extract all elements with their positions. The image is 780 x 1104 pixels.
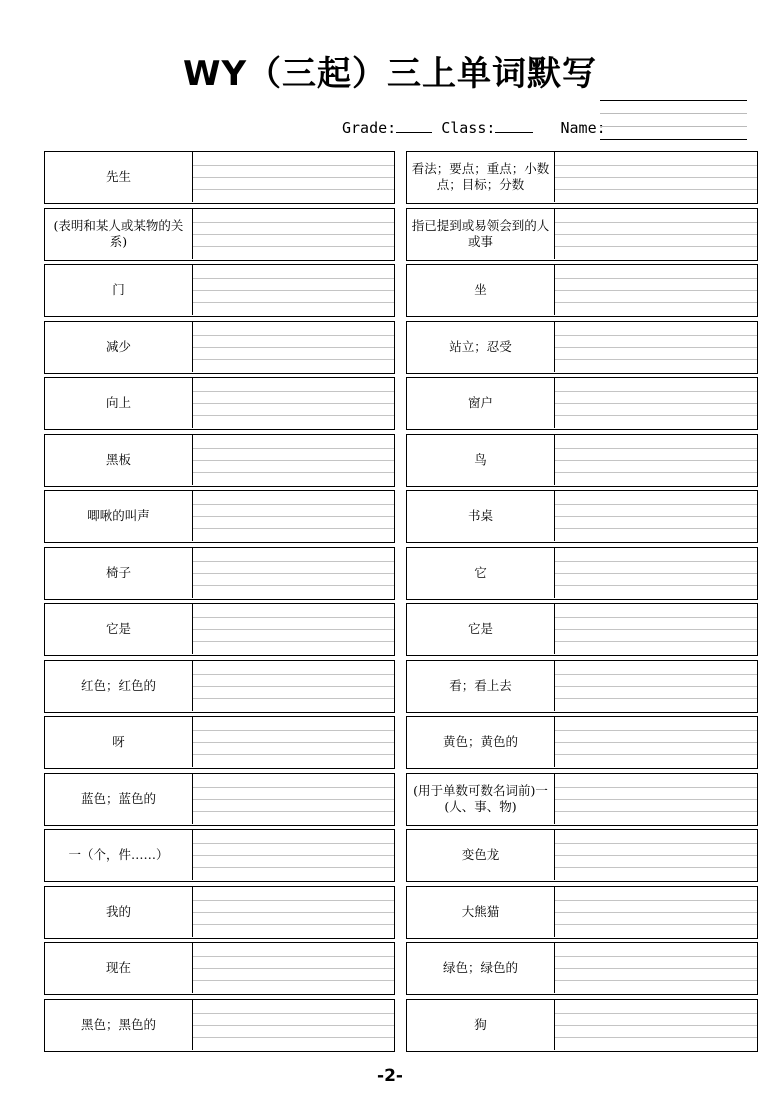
word-cell-left <box>44 151 395 204</box>
answer-writing-area[interactable] <box>555 378 757 428</box>
chinese-meaning: (用于单数可数名词前)一(人、事、物) <box>407 774 555 824</box>
chinese-meaning: 椅子 <box>45 548 193 598</box>
chinese-meaning: 我的 <box>45 887 193 937</box>
guide-line <box>555 855 757 856</box>
answer-writing-area[interactable] <box>555 152 757 202</box>
guide-line <box>193 843 394 844</box>
guide-line <box>193 855 394 856</box>
guide-line <box>555 1025 757 1026</box>
guide-line <box>193 290 394 291</box>
word-cell-right <box>406 886 758 939</box>
guide-line <box>555 516 757 517</box>
answer-writing-area[interactable] <box>193 661 394 711</box>
guide-line <box>193 448 394 449</box>
chinese-meaning: 指已提到或易领会到的人或事 <box>407 209 555 259</box>
answer-writing-area[interactable] <box>555 265 757 315</box>
word-cell-left <box>44 999 395 1052</box>
chinese-meaning: 变色龙 <box>407 830 555 880</box>
chinese-meaning: (表明和某人或某物的关系) <box>45 209 193 259</box>
guide-line <box>193 516 394 517</box>
answer-writing-area[interactable] <box>193 830 394 880</box>
answer-writing-area[interactable] <box>555 548 757 598</box>
chinese-meaning: 呀 <box>45 717 193 767</box>
student-info-row <box>342 118 606 137</box>
guide-line <box>193 641 394 642</box>
word-cell-left <box>44 603 395 656</box>
chinese-meaning: 看；看上去 <box>407 661 555 711</box>
chinese-meaning: 现在 <box>45 943 193 993</box>
guide-line <box>555 787 757 788</box>
guide-line <box>555 811 757 812</box>
guide-line <box>555 403 757 404</box>
chinese-meaning: 唧啾的叫声 <box>45 491 193 541</box>
chinese-meaning: 书桌 <box>407 491 555 541</box>
table-row <box>44 377 758 430</box>
word-cell-right <box>406 716 758 769</box>
answer-writing-area[interactable] <box>193 265 394 315</box>
class-field[interactable] <box>495 118 533 133</box>
guide-line <box>555 641 757 642</box>
chinese-meaning: 门 <box>45 265 193 315</box>
guide-line <box>193 1037 394 1038</box>
guide-line <box>555 189 757 190</box>
guide-line <box>555 686 757 687</box>
guide-line <box>193 359 394 360</box>
guide-line <box>193 617 394 618</box>
guide-line <box>555 302 757 303</box>
guide-line <box>555 585 757 586</box>
word-cell-left <box>44 716 395 769</box>
guide-line <box>193 561 394 562</box>
guide-line <box>193 730 394 731</box>
table-row <box>44 208 758 261</box>
guide-line <box>555 448 757 449</box>
guide-line <box>555 730 757 731</box>
table-row <box>44 942 758 995</box>
word-cell-left <box>44 321 395 374</box>
guide-line <box>555 924 757 925</box>
word-cell-right <box>406 942 758 995</box>
chinese-meaning: 减少 <box>45 322 193 372</box>
guide-line <box>193 900 394 901</box>
word-cell-left <box>44 773 395 826</box>
chinese-meaning: 向上 <box>45 378 193 428</box>
guide-line <box>193 799 394 800</box>
guide-line <box>193 278 394 279</box>
guide-line <box>193 686 394 687</box>
guide-line <box>555 165 757 166</box>
word-cell-left <box>44 829 395 882</box>
answer-writing-area[interactable] <box>193 887 394 937</box>
word-cell-right <box>406 603 758 656</box>
guide-line <box>555 278 757 279</box>
chinese-meaning: 它 <box>407 548 555 598</box>
table-row <box>44 434 758 487</box>
guide-line <box>555 980 757 981</box>
guide-line <box>555 698 757 699</box>
guide-line <box>555 391 757 392</box>
answer-writing-area[interactable] <box>555 774 757 824</box>
table-row <box>44 321 758 374</box>
answer-writing-area[interactable] <box>193 322 394 372</box>
answer-writing-area[interactable] <box>193 152 394 202</box>
word-cell-left <box>44 208 395 261</box>
guide-line <box>193 742 394 743</box>
word-cell-left <box>44 660 395 713</box>
answer-writing-area[interactable] <box>555 604 757 654</box>
grade-label: Grade: <box>342 119 397 137</box>
chinese-meaning: 绿色；绿色的 <box>407 943 555 993</box>
answer-writing-area[interactable] <box>555 491 757 541</box>
table-row <box>44 264 758 317</box>
guide-line <box>555 742 757 743</box>
chinese-meaning: 它是 <box>45 604 193 654</box>
guide-line <box>193 1025 394 1026</box>
word-cell-right <box>406 490 758 543</box>
guide-line <box>193 246 394 247</box>
guide-line <box>193 968 394 969</box>
answer-writing-area[interactable] <box>555 661 757 711</box>
table-row <box>44 490 758 543</box>
chinese-meaning: 黑板 <box>45 435 193 485</box>
guide-line <box>555 460 757 461</box>
guide-line <box>193 403 394 404</box>
guide-line <box>555 359 757 360</box>
word-cell-left <box>44 377 395 430</box>
guide-line <box>193 754 394 755</box>
guide-line <box>193 189 394 190</box>
guide-line <box>193 811 394 812</box>
answer-writing-area[interactable] <box>555 830 757 880</box>
chinese-meaning: 蓝色；蓝色的 <box>45 774 193 824</box>
guide-line <box>555 867 757 868</box>
answer-writing-area[interactable] <box>193 209 394 259</box>
guide-line <box>555 912 757 913</box>
guide-line <box>555 1037 757 1038</box>
guide-line <box>193 222 394 223</box>
guide-line <box>555 674 757 675</box>
answer-writing-area[interactable] <box>555 717 757 767</box>
guide-line <box>193 924 394 925</box>
class-label: Class: <box>441 119 496 137</box>
answer-writing-area[interactable] <box>555 435 757 485</box>
guide-line <box>555 290 757 291</box>
chinese-meaning: 鸟 <box>407 435 555 485</box>
answer-writing-area[interactable] <box>193 548 394 598</box>
guide-line <box>555 629 757 630</box>
table-row <box>44 151 758 204</box>
word-cell-left <box>44 264 395 317</box>
chinese-meaning: 坐 <box>407 265 555 315</box>
grade-field[interactable] <box>396 118 432 133</box>
guide-line <box>555 561 757 562</box>
guide-line <box>193 302 394 303</box>
chinese-meaning: 红色；红色的 <box>45 661 193 711</box>
guide-line <box>193 980 394 981</box>
word-cell-left <box>44 434 395 487</box>
guide-line <box>555 177 757 178</box>
answer-writing-area[interactable] <box>555 943 757 993</box>
chinese-meaning: 它是 <box>407 604 555 654</box>
answer-writing-area[interactable] <box>555 1000 757 1050</box>
guide-line <box>555 222 757 223</box>
guide-line <box>555 528 757 529</box>
guide-line <box>555 617 757 618</box>
guide-line <box>193 573 394 574</box>
answer-writing-area[interactable] <box>193 378 394 428</box>
chinese-meaning: 大熊猫 <box>407 887 555 937</box>
guide-line <box>555 347 757 348</box>
guide-line <box>193 415 394 416</box>
guide-line <box>555 900 757 901</box>
guide-line <box>555 754 757 755</box>
chinese-meaning: 窗户 <box>407 378 555 428</box>
answer-writing-area[interactable] <box>193 491 394 541</box>
guide-line <box>555 799 757 800</box>
page-title: WY（三起）三上单词默写 <box>182 54 598 94</box>
guide-line <box>555 246 757 247</box>
page-number: -2- <box>377 1066 403 1086</box>
table-row <box>44 999 758 1052</box>
word-cell-right <box>406 151 758 204</box>
guide-line <box>555 415 757 416</box>
table-row <box>44 886 758 939</box>
guide-line <box>193 867 394 868</box>
table-row <box>44 716 758 769</box>
word-cell-right <box>406 829 758 882</box>
word-cell-right <box>406 264 758 317</box>
guide-line <box>193 165 394 166</box>
answer-writing-area[interactable] <box>193 717 394 767</box>
chinese-meaning: 一（个，件……） <box>45 830 193 880</box>
guide-line <box>193 504 394 505</box>
answer-writing-area[interactable] <box>193 435 394 485</box>
guide-line <box>193 1013 394 1014</box>
guide-line <box>555 1013 757 1014</box>
guide-line <box>555 234 757 235</box>
guide-line <box>193 787 394 788</box>
guide-line <box>193 956 394 957</box>
word-cell-right <box>406 660 758 713</box>
table-row <box>44 660 758 713</box>
guide-line <box>193 528 394 529</box>
guide-line <box>193 674 394 675</box>
name-label: Name: <box>560 119 606 137</box>
guide-line <box>555 968 757 969</box>
guide-line <box>193 391 394 392</box>
answer-writing-area[interactable] <box>193 774 394 824</box>
table-row <box>44 773 758 826</box>
guide-line <box>193 234 394 235</box>
guide-line <box>193 460 394 461</box>
guide-line <box>555 472 757 473</box>
word-cell-right <box>406 434 758 487</box>
guide-line <box>193 629 394 630</box>
answer-writing-area[interactable] <box>555 887 757 937</box>
word-cell-right <box>406 547 758 600</box>
guide-line <box>193 472 394 473</box>
chinese-meaning: 狗 <box>407 1000 555 1050</box>
guide-line <box>555 956 757 957</box>
word-cell-right <box>406 377 758 430</box>
answer-writing-area[interactable] <box>193 943 394 993</box>
guide-line <box>193 912 394 913</box>
guide-line <box>193 335 394 336</box>
word-cell-right <box>406 773 758 826</box>
guide-line <box>555 504 757 505</box>
guide-line <box>193 177 394 178</box>
word-cell-left <box>44 547 395 600</box>
guide-line <box>193 585 394 586</box>
chinese-meaning: 站立；忍受 <box>407 322 555 372</box>
answer-writing-area[interactable] <box>193 1000 394 1050</box>
table-row <box>44 603 758 656</box>
chinese-meaning: 看法；要点；重点；小数点；目标；分数 <box>407 152 555 202</box>
word-cell-left <box>44 886 395 939</box>
answer-writing-area[interactable] <box>555 322 757 372</box>
word-cell-left <box>44 490 395 543</box>
chinese-meaning: 黑色；黑色的 <box>45 1000 193 1050</box>
guide-line <box>193 698 394 699</box>
answer-writing-area[interactable] <box>555 209 757 259</box>
guide-line <box>555 335 757 336</box>
chinese-meaning: 黄色；黄色的 <box>407 717 555 767</box>
answer-writing-area[interactable] <box>193 604 394 654</box>
guide-line <box>193 347 394 348</box>
table-row <box>44 829 758 882</box>
word-cell-right <box>406 999 758 1052</box>
word-cell-right <box>406 208 758 261</box>
guide-line <box>555 573 757 574</box>
chinese-meaning: 先生 <box>45 152 193 202</box>
guide-line <box>555 843 757 844</box>
table-row <box>44 547 758 600</box>
word-cell-left <box>44 942 395 995</box>
word-cell-right <box>406 321 758 374</box>
